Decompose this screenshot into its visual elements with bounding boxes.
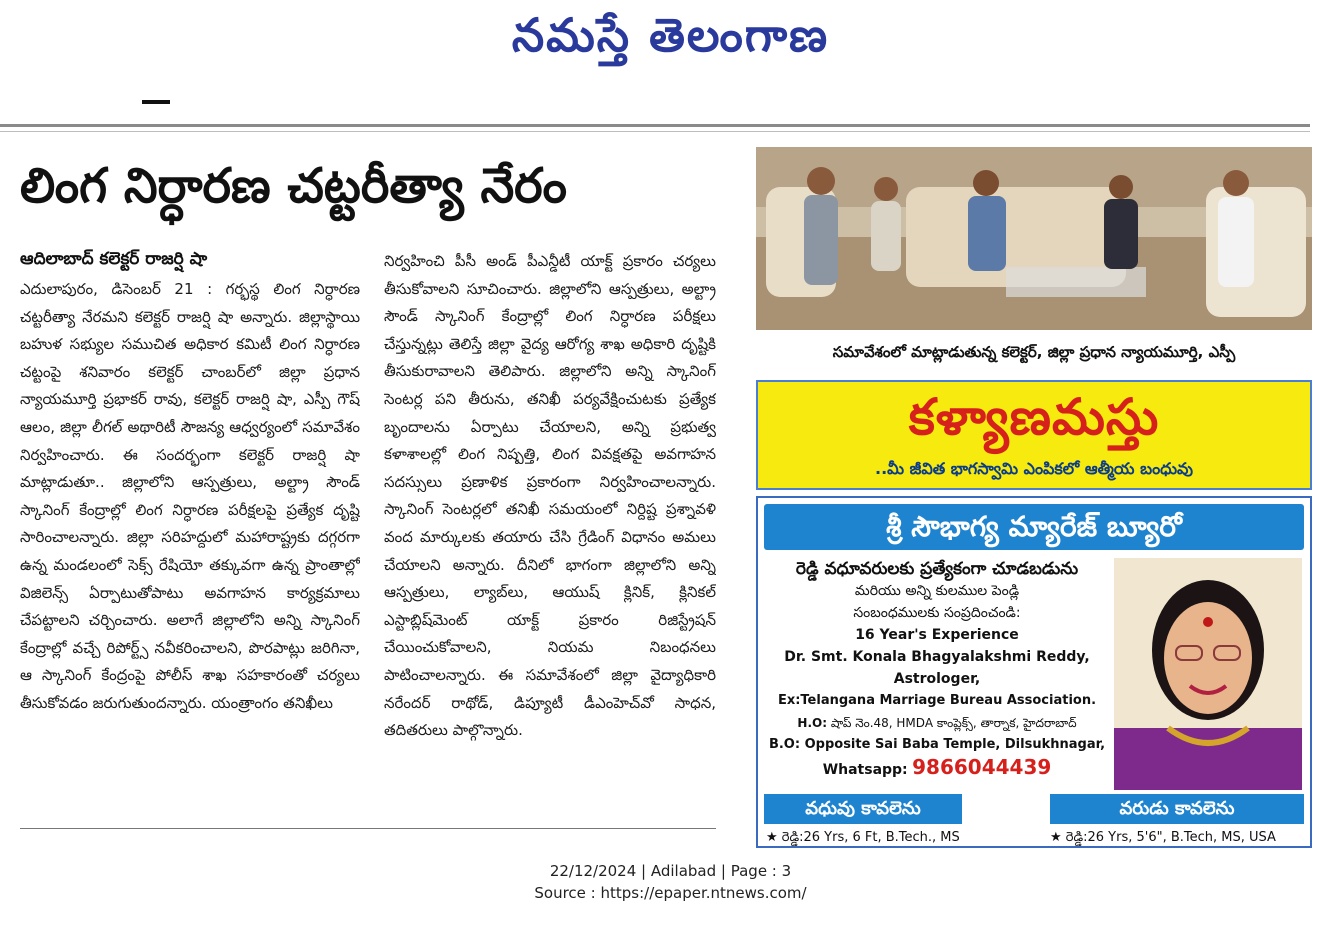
- header-rule-thin: [0, 131, 1310, 132]
- bo-address: Opposite Sai Baba Temple, Dilsukhnagar,: [804, 737, 1106, 752]
- bureau-person: Dr. Smt. Konala Bhagyalakshmi Reddy,: [784, 649, 1090, 665]
- masthead-mark: [142, 100, 170, 104]
- meeting-photo-illustration: [756, 147, 1312, 330]
- whatsapp-number: 9866044439: [912, 755, 1052, 779]
- ho-address: షాప్ నెం.48, HMDA కాంప్లెక్స్, తార్నాక, హైదరాబాద్: [830, 716, 1077, 730]
- groom-listing: ★ రెడ్డి:26 Yrs, 5'6", B.Tech, MS, USA: [1050, 830, 1276, 845]
- kalyanamastu-tagline: ..మీ జీవిత భాగస్వామి ఎంపికలో ఆత్మీయ బంధువు: [875, 459, 1193, 478]
- bureau-experience: 16 Year's Experience: [855, 627, 1019, 643]
- column-divider: [20, 828, 716, 829]
- ho-label: H.O:: [797, 716, 828, 730]
- article-column-1: ఎదులాపురం, డిసెంబర్ 21 : గర్భస్థ లింగ నిర్ధారణ చట్టరీత్యా నేరమని కలెక్టర్ రాజర్షి షా అన్నారు. జిల్లాస్థాయి బహుళ సభ్యుల సముచిత అధికార కమిటీ లింగ నిర్ధారణ చట్టంపై శనివారం కలెక్టర్ చాంబర్‌లో జిల్లా ప్రధాన న్యాయమూర్తి ప్రభాకర్ రావు, కలెక్టర్ రాజర్షి షా, ఎస్పీ గౌష్ ఆలం, జిల్లా లీగల్ అథారిటీ సౌజన్య ఆధ్వర్యంలో సమావేశం నిర్వహించారు. ఈ సందర్భంగా కలెక్టర్ రాజర్షి షా మాట్లాడుతూ.. జిల్లాలోని ఆస్పత్రులు, అల్ట్రా సౌండ్ స్కానింగ్ కేంద్రాల్లో లింగ నిర్ధారణ పరీక్షలపై ప్రత్యేక దృష్టి సారించాలన్నారు. జిల్లా సరిహద్దులో మహారాష్ట్రకు దగ్గరగా ఉన్న మండలంలో సెక్స్ రేషియో తక్కువగా ఉన్న ప్రాంతాల్లో విజిలెన్స్ ఏర్పాటుతోపాటు అవగాహన కార్యక్రమాలు చేపట్టాలని చర్చించారు. అలాగే జిల్లాలోని అన్ని స్కానింగ్ కేంద్రాల్లో వచ్చే రిపోర్ట్స్ నవీకరించాలని, పొరపాట్లు జరిగినా, ఆ స్కానింగ్ కేంద్రంపై పోలీస్ శాఖ సహకారంతో చర్యలు తీసుకోవడం జరుగుతుందన్నారు. యంత్రాంగం తనిఖీలు: [20, 280, 360, 712]
- astrologer-portrait: [1114, 558, 1302, 790]
- kalyanamastu-ad: [756, 380, 1312, 490]
- groom-wanted-label: వరుడు కావలెను: [1050, 794, 1304, 824]
- kalyanamastu-title: కళ్యాణమస్తు: [908, 388, 1160, 446]
- bride-wanted-label: వధువు కావలెను: [764, 794, 962, 824]
- marriage-bureau-ad: [756, 496, 1312, 848]
- photo-caption: సమావేశంలో మాట్లాడుతున్న కలెక్టర్, జిల్లా ప్రధాన న్యాయమూర్తి, ఎస్పీ: [832, 343, 1236, 361]
- bo-label: B.O:: [768, 737, 801, 752]
- bureau-whatsapp: [762, 756, 1112, 781]
- whatsapp-label: Whatsapp:: [822, 762, 908, 778]
- article-column-2: నిర్వహించి పీసీ అండ్ పీఎన్డీటీ యాక్ట్ ప్రకారం చర్యలు తీసుకోవాలని సూచించారు. జిల్లాలోని ఆస్పత్రులు, అల్ట్రా సౌండ్ స్కానింగ్ కేంద్రాల్లో లింగ నిర్ధారణ పరీక్షలు చేస్తున్నట్లు తెలిస్తే జిల్లా వైద్య ఆరోగ్య శాఖ అధికారి దృష్టికి తీసుకురావాలని తెలిపారు. జిల్లాలోని అన్ని స్కానింగ్ సెంటర్ల పని తీరును, తనిఖీ పర్యవేక్షించుటకు ప్రత్యేక బృందాలను ఏర్పాటు చేయాలని, అన్ని ప్రభుత్వ కళాశాలల్లో లింగ నిష్పత్తి, లింగ వివక్షతపై అవగాహన సదస్సులు ప్రణాళిక ప్రకారంగా నిర్వహించాలన్నారు. స్కానింగ్ సెంటర్లలో తనిఖీ సమయంలో నిర్దిష్ట ప్రశ్నావళి వంద మార్కులకు తయారు చేసి గ్రేడింగ్ విధానం అమలు చేయాలని అన్నారు. దీనిలో భాగంగా జిల్లాలోని అన్ని ఆస్పత్రులు, ల్యాబ్‌లు, ఆయుష్ క్లినిక్, క్లినికల్ ఎస్టాబ్లిష్‌మెంట్ యాక్ట్ ప్రకారం రిజిస్ట్రేషన్ చేయించుకోవాలని, నియమ నిబంధనలు పాటించాలన్నారు. ఈ సమావేశంలో జిల్లా వైద్యాధికారి నరేందర్ రాథోడ్, డిప్యూటీ డీఎంహెచ్‌వో సాధన, తదితరులు పాల్గొన్నారు.: [384, 252, 716, 740]
- masthead-logo: నమస్తే తెలంగాణ: [511, 8, 830, 62]
- edition-info: 22/12/2024 | Adilabad | Page : 3: [549, 862, 792, 880]
- source-link[interactable]: Source : https://epaper.ntnews.com/: [534, 884, 807, 902]
- article-headline: లింగ నిర్ధారణ చట్టరీత్యా నేరం: [20, 158, 567, 214]
- bureau-line-1: రెడ్డి వధూవరులకు ప్రత్యేకంగా చూడబడును: [795, 559, 1079, 579]
- bride-listing: ★ రెడ్డి:26 Yrs, 6 Ft, B.Tech., MS: [766, 830, 960, 845]
- bureau-branch-office: [762, 734, 1112, 756]
- meeting-photo: [756, 147, 1312, 330]
- portrait-illustration: [1114, 558, 1302, 790]
- article-byline: ఆదిలాబాద్ కలెక్టర్ రాజర్షి షా: [20, 249, 208, 269]
- page-footer: [0, 860, 1341, 904]
- bureau-association: Ex:Telangana Marriage Bureau Association.: [777, 693, 1097, 708]
- bureau-line-2: మరియు అన్ని కులముల పెండ్లి: [854, 583, 1020, 599]
- bureau-role: Astrologer,: [893, 671, 981, 687]
- bureau-head-office: [762, 712, 1112, 734]
- header-rule: [0, 124, 1310, 127]
- bureau-title: శ్రీ సౌభాగ్య మ్యారేజ్ బ్యూరో: [764, 504, 1304, 550]
- bureau-line-3: సంబంధములకు సంప్రదించండి:: [853, 605, 1021, 621]
- bureau-details: [762, 558, 1112, 781]
